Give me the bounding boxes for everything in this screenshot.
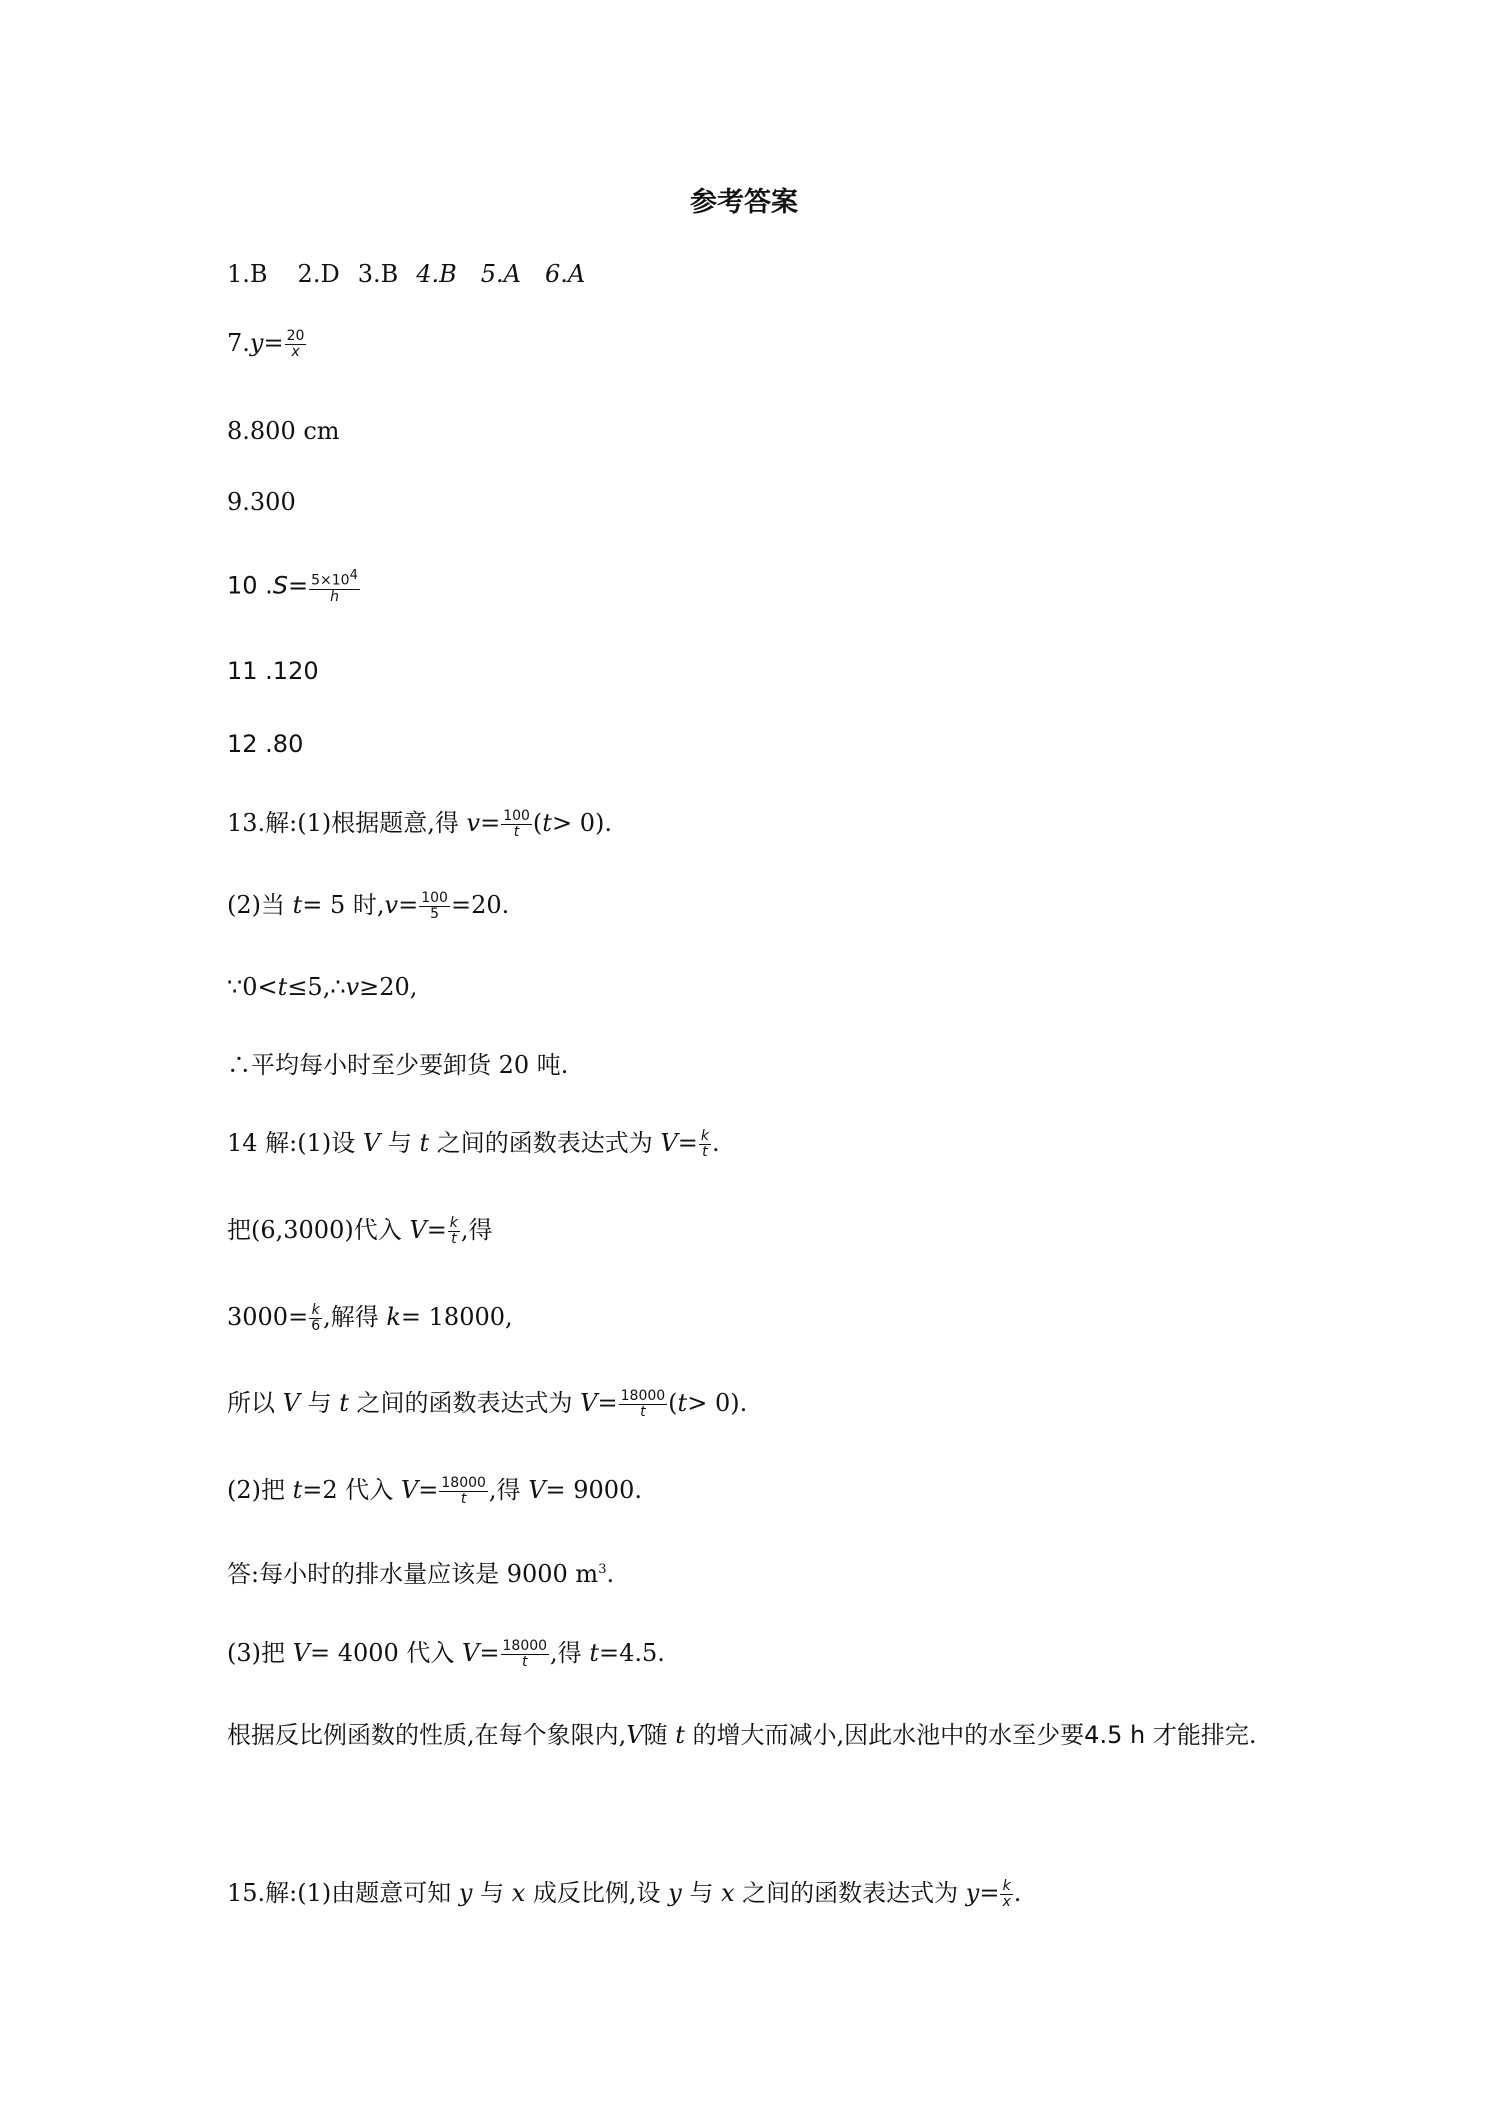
- answer-10: 10 .S= $\frac{5\times 10^4}{h}$: [227, 568, 358, 605]
- q14-line-6: 答:每小时的排水量应该是 9000 $m^3$.: [227, 1560, 615, 1588]
- answer-6: 6.A: [545, 260, 586, 288]
- q13-line-2: (2)当 t= 5 时,v= $\frac{100}{5}$ =20.: [227, 890, 510, 922]
- fraction: $\frac{k}{t}$: [700, 1128, 709, 1160]
- q13-line-1: 13.解:(1)根据题意,得 v= $\frac{100}{t}$ (t> 0).: [227, 808, 612, 840]
- fraction: $\frac{100}{5}$: [421, 890, 448, 922]
- answer-1: 1.B: [227, 260, 268, 288]
- answer-2: 2.D: [297, 260, 340, 288]
- fraction: $\frac{k}{x}$: [1002, 1878, 1011, 1910]
- q14-line-1: 14 解:(1)设 V 与 t 之间的函数表达式为 V= $\frac{k}{t}$ .: [227, 1128, 720, 1160]
- q14-line-5: (2)把 t=2 代入 V= $\frac{18000}{t}$ ,得 V= 9000.: [227, 1475, 642, 1507]
- answer-7: 7.y= $\frac{20}{x}$: [227, 328, 305, 360]
- q13-line-4: ∴平均每小时至少要卸货 20 吨.: [227, 1051, 569, 1079]
- fraction: $\frac{5\times 10^4}{h}$: [311, 568, 358, 605]
- fraction: $\frac{20}{x}$: [286, 328, 305, 360]
- answer-5: 5.A: [480, 260, 522, 288]
- answer-9: 9.300: [227, 488, 296, 516]
- q14-line-2: 把(6,3000)代入 V= $\frac{k}{t}$ ,得: [227, 1215, 493, 1247]
- q14-line-3: 3000= $\frac{k}{6}$ ,解得 k= 18000,: [227, 1302, 513, 1334]
- q15-line-1: 15.解:(1)由题意可知 y 与 x 成反比例,设 y 与 x 之间的函数表达式为 y= $\frac{k}{x}$ .: [227, 1878, 1022, 1910]
- answer-11: 11 .120: [227, 657, 319, 685]
- q14-line-4: 所以 V 与 t 之间的函数表达式为 V= $\frac{18000}{t}$ (t> 0).: [227, 1388, 748, 1420]
- q14-line-8: 根据反比例函数的性质,在每个象限内,V随 t 的增大而减小,因此水池中的水至少要4.5 h 才能排完.: [227, 1721, 1257, 1749]
- answer-4: 4.B: [416, 260, 457, 288]
- fraction: $\frac{18000}{t}$: [620, 1388, 666, 1420]
- fraction: $\frac{100}{t}$: [503, 808, 530, 840]
- q14-line-7: (3)把 V= 4000 代入 V= $\frac{18000}{t}$ ,得 t=4.5.: [227, 1638, 665, 1670]
- fraction: $\frac{18000}{t}$: [502, 1638, 548, 1670]
- answer-3: 3.B: [357, 260, 399, 288]
- answer-8: 8.800 cm: [227, 417, 340, 445]
- choice-answers: [227, 257, 585, 291]
- fraction: $\frac{k}{t}$: [449, 1215, 458, 1247]
- q13-line-3: ∵0<t≤5,∴v≥20,: [227, 973, 418, 1001]
- answer-12: 12 .80: [227, 730, 304, 758]
- fraction: $\frac{18000}{t}$: [441, 1475, 486, 1507]
- page-title: 参考答案: [690, 187, 798, 218]
- fraction: $\frac{k}{6}$: [311, 1302, 321, 1334]
